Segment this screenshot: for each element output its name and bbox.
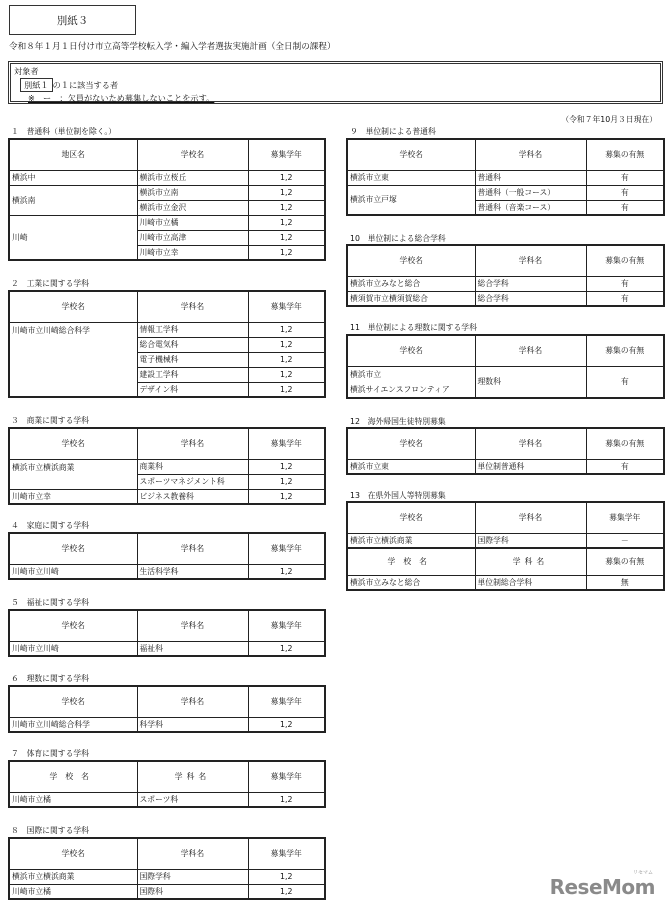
section-1-title: １ 普通科（単位制を除く。） — [11, 127, 117, 136]
table-row: 横浜市立戸塚 普通科（一般コース） 有 — [347, 185, 664, 200]
section-9-table — [346, 138, 665, 216]
table-row: 電子機械科 1,2 — [9, 352, 325, 367]
notice-ref-suffix: の１に該当する者 — [52, 80, 119, 90]
section-10-title: 10 単位制による総合学科 — [350, 234, 446, 243]
col-header: 学科名 — [137, 761, 248, 792]
table-row: 川崎 川崎市立橘 1,2 — [9, 215, 325, 230]
col-header: 学校名 — [347, 548, 475, 575]
table-row: 川崎市立橘 スポーツ科 1,2 — [9, 792, 325, 807]
col-header: 学校名 — [137, 139, 248, 170]
col-header: 学科名 — [137, 428, 248, 459]
appendix-label: 別紙３ — [9, 5, 136, 35]
col-header: 学科名 — [475, 428, 586, 459]
col-header: 学科名 — [475, 548, 586, 575]
table-row: 川崎市立幸 1,2 — [9, 245, 325, 260]
section-9-title: ９ 単位制による普通科 — [350, 127, 436, 136]
table-row: 横浜市立横浜商業 国際学科 － — [347, 533, 664, 548]
col-header: 募集の有無 — [586, 428, 664, 459]
section-2-table — [8, 290, 326, 398]
table-row: 横浜市立東 単位制普通科 有 — [347, 459, 664, 474]
col-header: 募集の有無 — [586, 548, 664, 575]
section-5-title: ５ 福祉に関する学科 — [11, 598, 89, 607]
table-row: 横須賀市立横須賀総合 総合学科 有 — [347, 291, 664, 306]
table-row: 横浜市立横浜商業 国際学科 1,2 — [9, 869, 325, 884]
col-header: 募集の有無 — [586, 245, 664, 276]
col-header: 学科名 — [475, 139, 586, 170]
col-header: 学科名 — [475, 502, 586, 533]
table-row: 建設工学科 1,2 — [9, 367, 325, 382]
col-header: 学校名 — [9, 686, 137, 717]
col-header: 募集学年 — [248, 838, 325, 869]
section-2-title: ２ 工業に関する学科 — [11, 279, 89, 288]
section-3-table — [8, 427, 326, 505]
col-header: 地区名 — [9, 139, 137, 170]
target-notice-box — [8, 61, 663, 104]
table-row: 川崎市立川崎総合科学 科学科 1,2 — [9, 717, 325, 732]
col-header: 学校名 — [347, 428, 475, 459]
section-1-table — [8, 138, 326, 261]
section-12-title: 12 海外帰国生徒特別募集 — [350, 417, 446, 426]
section-10-table — [346, 244, 665, 307]
table-row: 横浜市立東 普通科 有 — [347, 170, 664, 185]
table-row: 総合電気科 1,2 — [9, 337, 325, 352]
table-row: 横浜市立みなと総合 単位制総合学科 無 — [347, 575, 664, 590]
section-8-title: ８ 国際に関する学科 — [11, 826, 89, 835]
col-header: 学校名 — [9, 533, 137, 564]
col-header: 学校名 — [347, 335, 475, 366]
col-header: 募集学年 — [248, 686, 325, 717]
table-row: 川崎市立高津 1,2 — [9, 230, 325, 245]
section-12-table — [346, 427, 665, 475]
col-header: 募集学年 — [248, 291, 325, 322]
col-header: 学科名 — [137, 610, 248, 641]
col-header: 学校名 — [9, 610, 137, 641]
table-row: 普通科（音楽コース） 有 — [347, 200, 664, 215]
appendix-reference: 別紙１ — [20, 78, 53, 92]
col-header: 学科名 — [475, 245, 586, 276]
table-row: 横浜中 横浜市立桜丘 1,2 — [9, 170, 325, 185]
section-13-title: 13 在県外国人等特別募集 — [350, 491, 446, 500]
col-header: 学校名 — [347, 502, 475, 533]
col-header: 募集の有無 — [586, 139, 664, 170]
section-5-table — [8, 609, 326, 657]
col-header: 募集の有無 — [586, 335, 664, 366]
resemom-logo — [549, 870, 655, 899]
section-7-title: ７ 体育に関する学科 — [11, 749, 89, 758]
section-4-table — [8, 532, 326, 580]
notice-heading: 対象者 — [14, 66, 39, 76]
table-row: 横浜南 横浜市立南 1,2 — [9, 185, 325, 200]
col-header: 募集学年 — [248, 610, 325, 641]
section-6-table — [8, 685, 326, 733]
as-of-date: （令和７年10月３日現在） — [561, 115, 657, 124]
school-name-line1: 横浜市立 — [350, 369, 382, 379]
section-3-title: ３ 商業に関する学科 — [11, 416, 89, 425]
logo-kana: リセマム — [633, 870, 653, 876]
col-header: 学科名 — [475, 335, 586, 366]
col-header: 募集学年 — [248, 761, 325, 792]
col-header: 学校名 — [347, 245, 475, 276]
section-7-table — [8, 760, 326, 808]
table-row: 横浜市立金沢 1,2 — [9, 200, 325, 215]
col-header: 学科名 — [137, 686, 248, 717]
notice-note: ※ ー ：欠員がないため募集しないことを示す。 — [28, 93, 215, 103]
table-row: 川崎市立川崎 福祉科 1,2 — [9, 641, 325, 656]
col-header: 学科名 — [137, 533, 248, 564]
col-header: 募集学年 — [248, 533, 325, 564]
table-row: 川崎市立幸 ビジネス教養科 1,2 — [9, 489, 325, 504]
col-header: 募集学年 — [248, 428, 325, 459]
col-header: 学校名 — [9, 428, 137, 459]
col-header: 学校名 — [9, 838, 137, 869]
col-header: 募集学年 — [586, 502, 664, 533]
section-6-title: ６ 理数に関する学科 — [11, 674, 89, 683]
col-header: 学科名 — [137, 838, 248, 869]
table-row: デザイン科 1,2 — [9, 382, 325, 397]
section-8-table — [8, 837, 326, 900]
section-11-title: 11 単位制による理数に関する学科 — [350, 323, 477, 332]
table-row: 川崎市立川崎総合科学 情報工学科 1,2 — [9, 322, 325, 337]
col-header: 学校名 — [347, 139, 475, 170]
section-11-table — [346, 334, 665, 399]
col-header: 学校名 — [9, 291, 137, 322]
col-header: 学科名 — [137, 291, 248, 322]
document-title: 令和８年１月１日付け市立高等学校転入学・編入学者選抜実施計画（全日制の課程） — [9, 42, 336, 52]
section-13-table — [346, 501, 665, 591]
col-header: 学校名 — [9, 761, 137, 792]
school-name-line2: 横浜サイエンスフロンティア — [350, 384, 450, 394]
table-row: 横浜市立 横浜サイエンスフロンティア 理数科 有 — [347, 366, 664, 398]
col-header: 募集学年 — [248, 139, 325, 170]
table-row: 横浜市立横浜商業 商業科 1,2 — [9, 459, 325, 474]
table-row: 川崎市立川崎 生活科学科 1,2 — [9, 564, 325, 579]
table-row: スポーツマネジメント科 1,2 — [9, 474, 325, 489]
table-row: 横浜市立みなと総合 総合学科 有 — [347, 276, 664, 291]
section-4-title: ４ 家庭に関する学科 — [11, 521, 89, 530]
logo-text: ReseMom — [549, 875, 655, 899]
table-row: 川崎市立橘 国際科 1,2 — [9, 884, 325, 899]
